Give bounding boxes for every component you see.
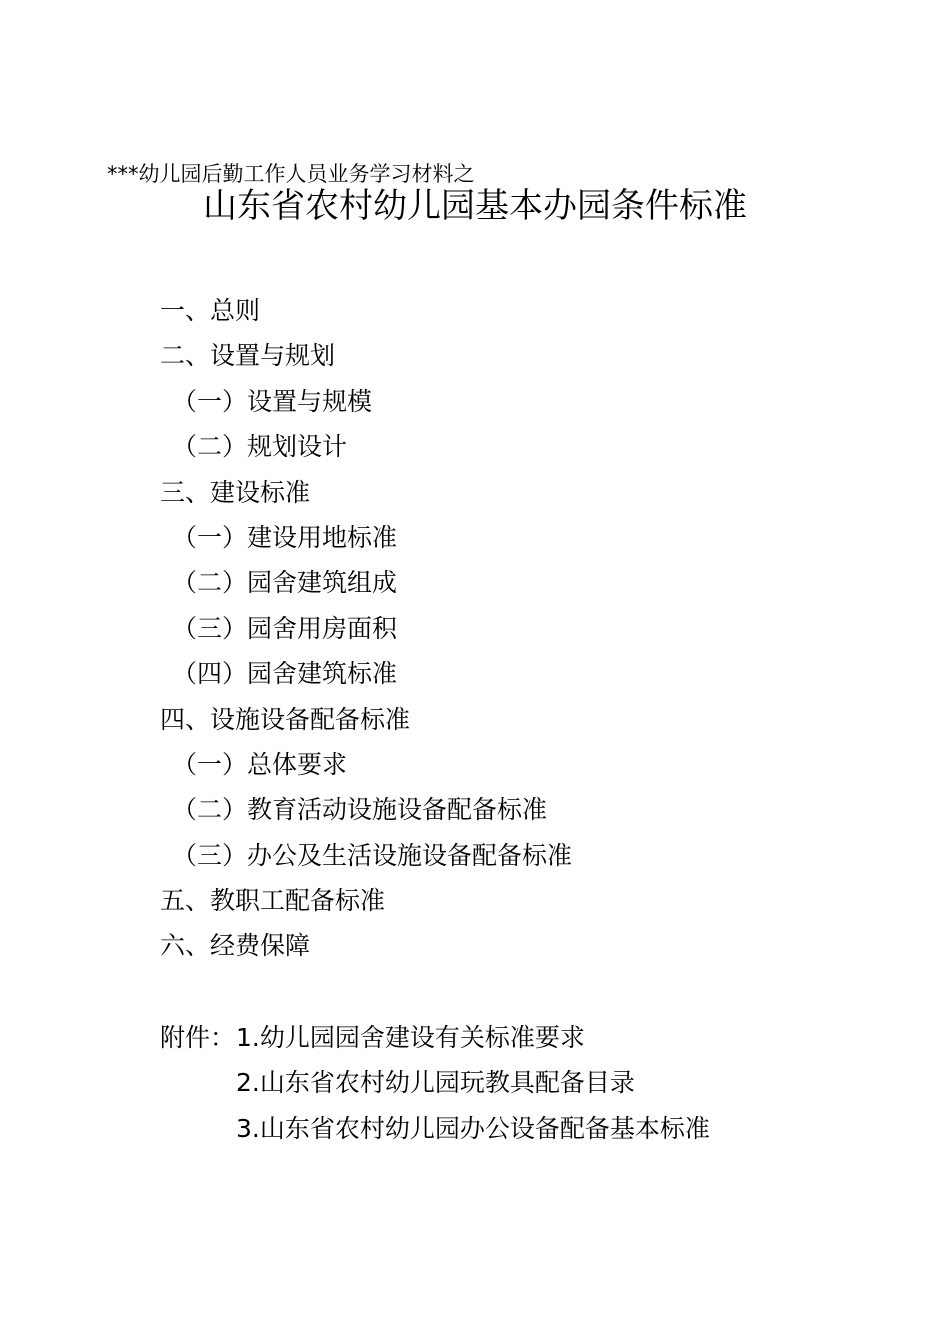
appendix-item: 2.山东省农村幼儿园玩教具配备目录 [236,1068,635,1098]
toc-item: 六、经费保障 [160,931,311,961]
appendix-label: 附件： [160,1023,236,1052]
document-subtitle: ***幼儿园后勤工作人员业务学习材料之 [107,162,475,186]
appendix-item: 1.幼儿园园舍建设有关标准要求 [236,1023,585,1052]
toc-subitem: （一）设置与规模 [172,386,373,416]
appendix-item: 3.山东省农村幼儿园办公设备配备基本标准 [236,1113,710,1143]
toc-subitem: （三）办公及生活设施设备配备标准 [172,840,573,870]
table-of-contents [160,291,572,972]
toc-subitem: （一）建设用地标准 [172,522,398,552]
toc-subitem: （二）园舍建筑组成 [172,568,398,598]
toc-item: 四、设施设备配备标准 [160,704,411,734]
toc-item: 一、总则 [160,296,261,325]
toc-subitem: （一）总体要求 [172,749,348,779]
toc-subitem: （二）规划设计 [172,432,348,462]
toc-item: 五、教职工配备标准 [160,886,386,916]
toc-item: 三、建设标准 [160,477,311,507]
toc-subitem: （二）教育活动设施设备配备标准 [172,795,548,825]
toc-subitem: （三）园舍用房面积 [172,613,398,643]
document-title: 山东省农村幼儿园基本办园条件标准 [203,186,747,226]
toc-item: 二、设置与规划 [160,341,336,371]
toc-subitem: （四）园舍建筑标准 [172,659,398,689]
